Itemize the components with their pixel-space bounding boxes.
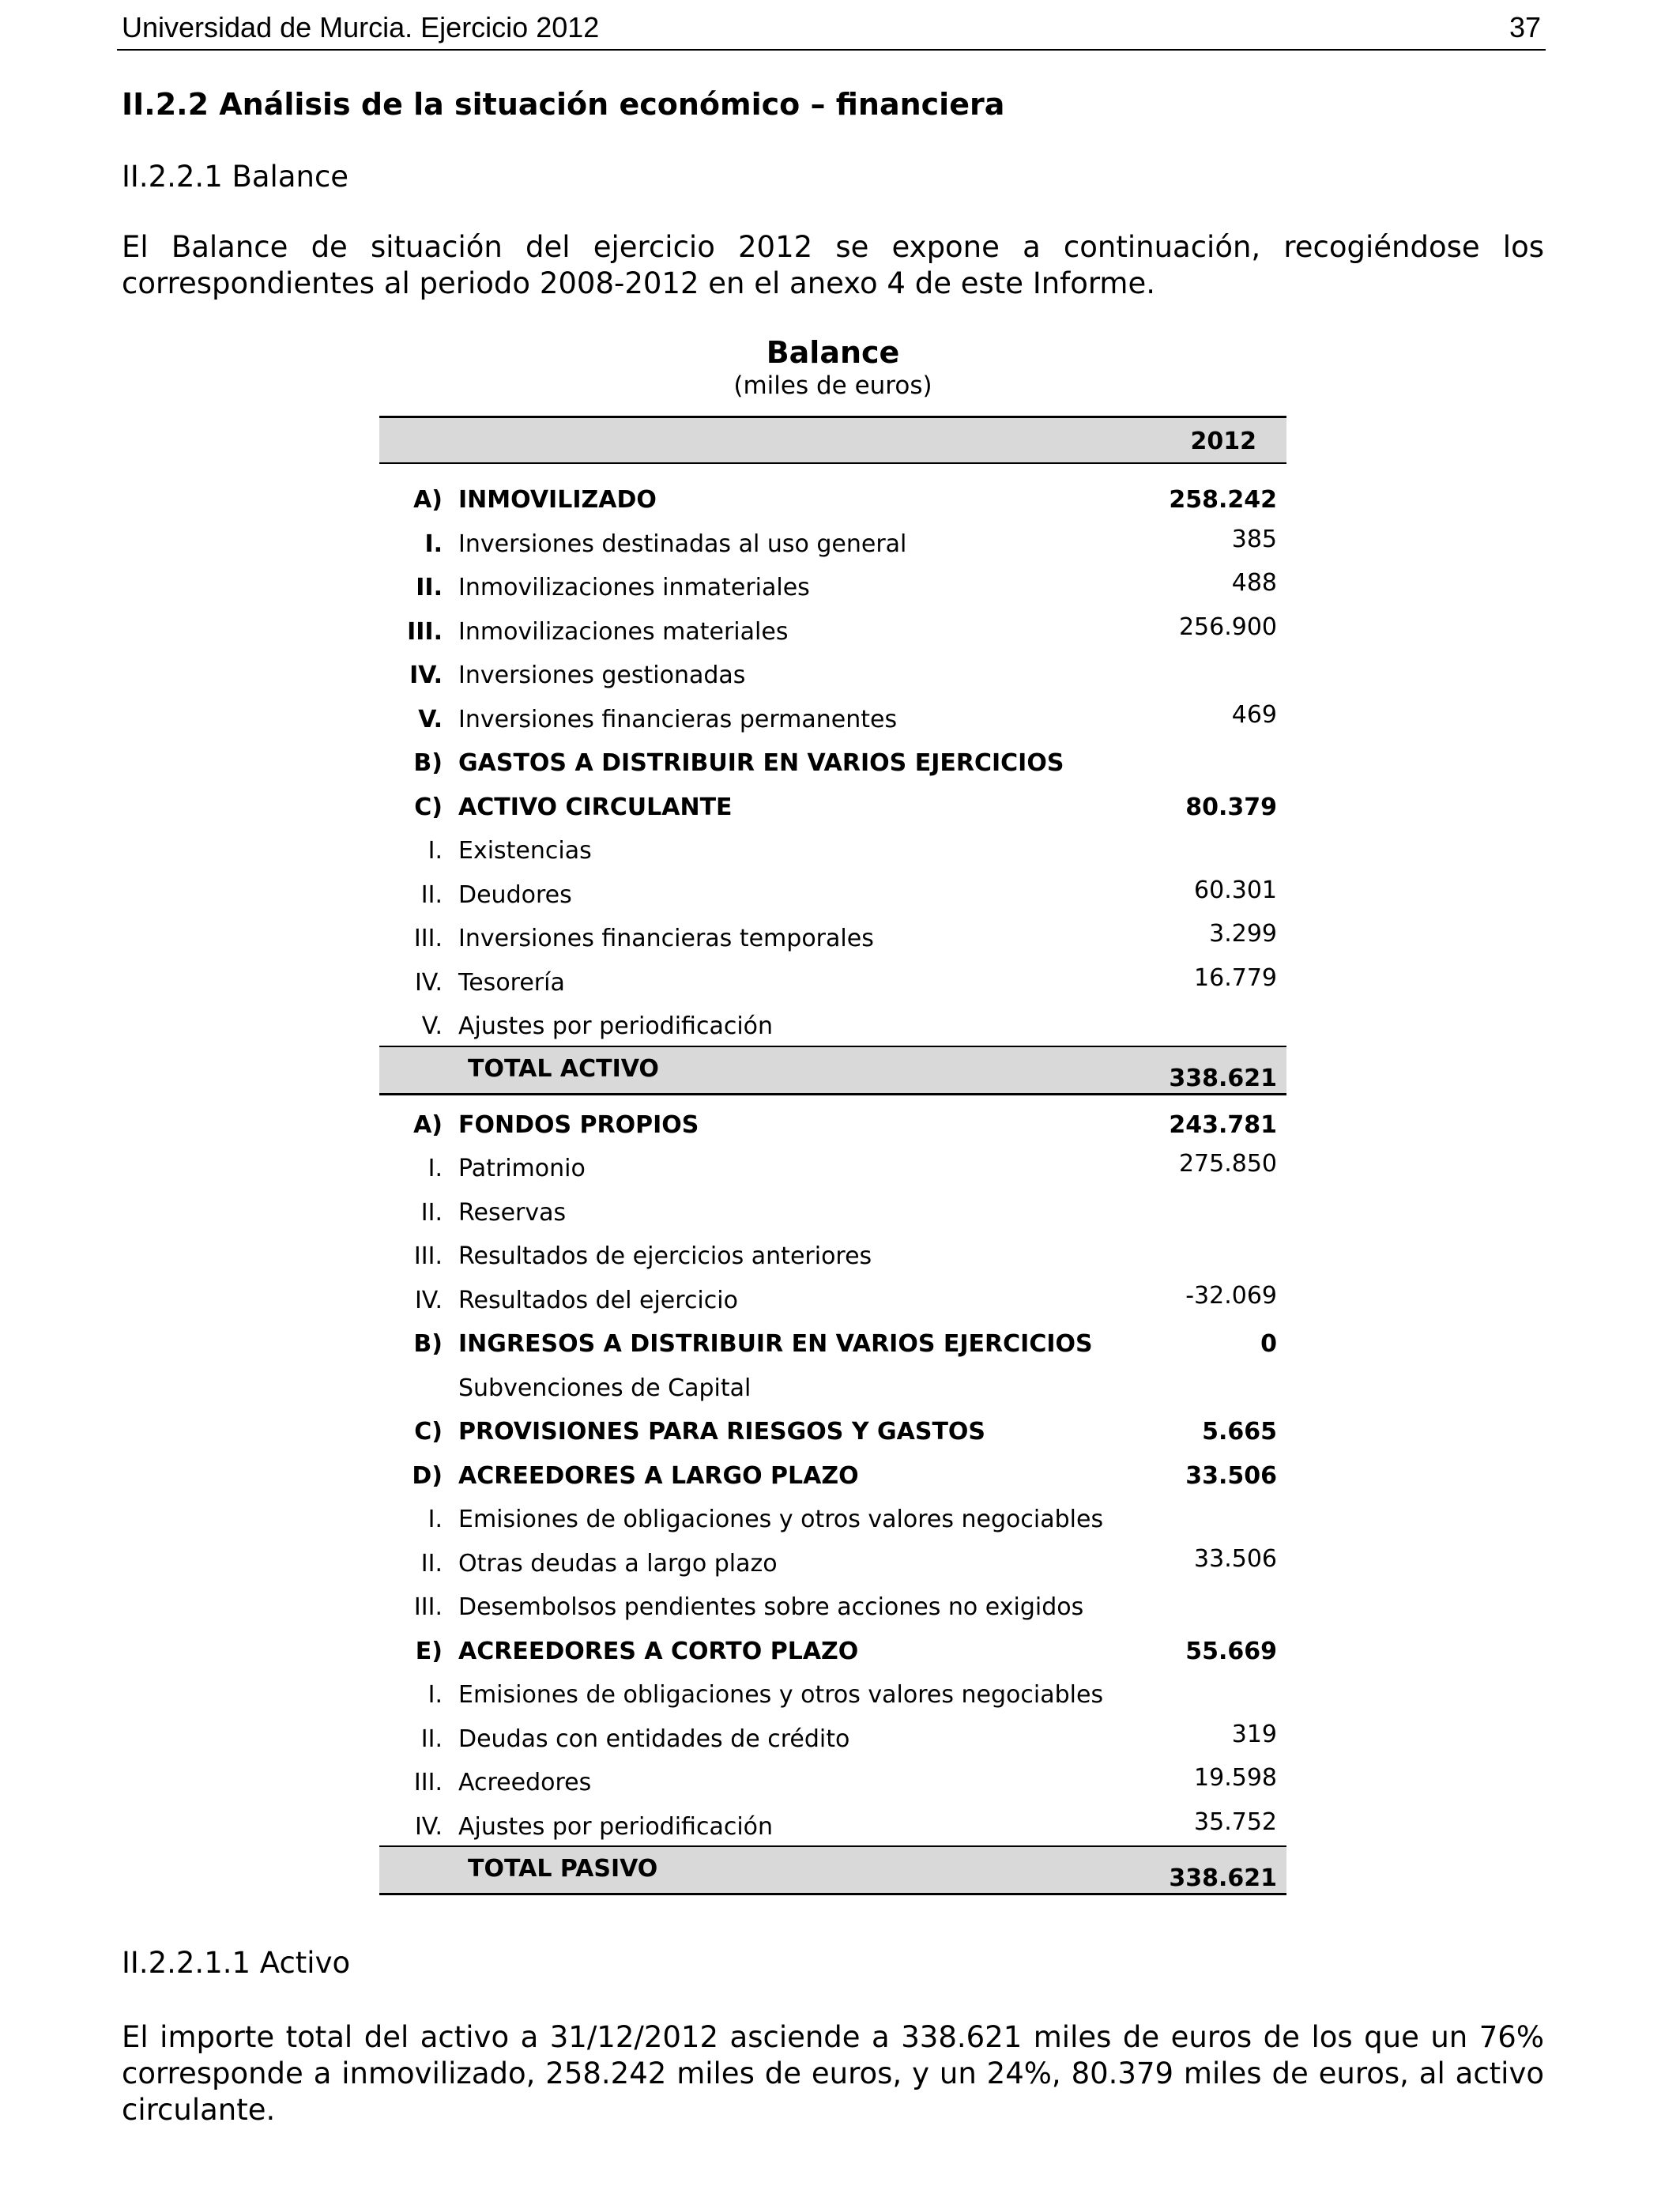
table-row (379, 1714, 1286, 1759)
row-label: PROVISIONES PARA RIESGOS Y GASTOS (458, 1418, 986, 1446)
row-number: II. (420, 1549, 443, 1578)
total-pasivo-label: TOTAL PASIVO (468, 1855, 658, 1883)
row-value: 80.379 (1185, 793, 1277, 821)
row-number: V. (421, 1012, 443, 1040)
row-value: 0 (1260, 1330, 1277, 1358)
table-row (379, 1100, 1286, 1144)
table-row (379, 1276, 1286, 1320)
row-value: 5.665 (1202, 1418, 1277, 1446)
row-number: II. (416, 574, 443, 601)
row-value: 33.506 (1185, 1461, 1277, 1490)
row-label: Resultados del ejercicio (458, 1286, 738, 1314)
row-label: Inmovilizaciones materiales (458, 617, 789, 646)
row-number: I. (428, 1506, 443, 1533)
table-row (379, 1407, 1286, 1451)
row-number: B) (413, 1330, 443, 1358)
total-activo-value: 338.621 (1169, 1064, 1277, 1092)
table-row (379, 1001, 1286, 1046)
row-number: III. (413, 1593, 443, 1621)
row-value: 16.779 (1194, 963, 1277, 992)
table-row (379, 1451, 1286, 1495)
row-label: Inmovilizaciones inmateriales (458, 574, 810, 601)
row-number: III. (407, 617, 443, 646)
row-value: 469 (1231, 700, 1277, 729)
row-value: 35.752 (1194, 1808, 1277, 1836)
row-number: II. (420, 1725, 443, 1753)
table-row (379, 1319, 1286, 1363)
table-row (379, 826, 1286, 870)
row-label: Inversiones destinadas al uso general (458, 530, 907, 558)
row-label: Desembolsos pendientes sobre acciones no exigidos (458, 1593, 1084, 1621)
row-number: B) (413, 749, 443, 777)
row-value: 385 (1231, 525, 1277, 553)
table-row (379, 519, 1286, 564)
row-value: 19.598 (1194, 1764, 1277, 1792)
row-value: 275.850 (1178, 1150, 1277, 1178)
row-label: Emisiones de obligaciones y otros valores negociables (458, 1681, 1104, 1709)
row-number: IV. (414, 968, 443, 997)
table-row (379, 1802, 1286, 1846)
row-number: I. (424, 530, 443, 558)
table-row (379, 870, 1286, 914)
table-row (379, 1144, 1286, 1188)
row-value: 256.900 (1178, 613, 1277, 641)
row-value: 488 (1231, 569, 1277, 597)
row-number: A) (413, 1110, 443, 1139)
row-label: Existencias (458, 837, 592, 865)
row-label: INMOVILIZADO (458, 486, 657, 514)
table-row (379, 1539, 1286, 1583)
table-row (379, 1627, 1286, 1671)
table-row (379, 475, 1286, 519)
row-number: A) (413, 486, 443, 514)
table-row (379, 958, 1286, 1002)
row-value: 319 (1231, 1720, 1277, 1748)
row-label: ACREEDORES A LARGO PLAZO (458, 1461, 859, 1490)
row-number: C) (414, 1418, 443, 1446)
row-label: Deudores (458, 880, 572, 909)
intro-paragraph: El Balance de situación del ejercicio 2012 se expone a continuación, recogiéndose los correspondientes al periodo 2008-2012 en el anexo 4 de este Informe. (122, 230, 1544, 300)
row-number: IV. (409, 662, 443, 689)
row-label: GASTOS A DISTRIBUIR EN VARIOS EJERCICIOS (458, 749, 1064, 777)
page-number: 37 (1509, 11, 1541, 43)
row-value: 60.301 (1194, 876, 1277, 904)
row-number: I. (428, 837, 443, 865)
row-label: Otras deudas a largo plazo (458, 1549, 778, 1578)
table-row (379, 650, 1286, 695)
page-header (117, 6, 1546, 51)
row-label: Emisiones de obligaciones y otros valores negociables (458, 1506, 1104, 1533)
header-title: Universidad de Murcia. Ejercicio 2012 (122, 11, 600, 43)
table-row (379, 782, 1286, 827)
table-row (379, 563, 1286, 607)
row-value: 258.242 (1169, 486, 1277, 514)
row-number: III. (413, 1769, 443, 1796)
row-label: FONDOS PROPIOS (458, 1110, 699, 1139)
row-label: Inversiones financieras permanentes (458, 705, 898, 733)
row-value: 3.299 (1209, 920, 1277, 948)
table-row (379, 607, 1286, 651)
row-number: I. (428, 1155, 443, 1182)
row-number: IV. (414, 1812, 443, 1841)
row-value: 243.781 (1169, 1110, 1277, 1139)
table-row (379, 1758, 1286, 1802)
table-row (379, 1670, 1286, 1714)
table-header (379, 416, 1286, 464)
table-row (379, 1363, 1286, 1408)
row-label: Subvenciones de Capital (458, 1374, 751, 1402)
row-label: Resultados de ejercicios anteriores (458, 1242, 872, 1270)
total-pasivo-row (379, 1845, 1286, 1895)
row-number: IV. (414, 1286, 443, 1314)
subsection2-title: II.2.2.1.1 Activo (122, 1946, 351, 1980)
row-number: D) (412, 1461, 443, 1490)
row-label: ACTIVO CIRCULANTE (458, 793, 733, 821)
row-number: I. (428, 1681, 443, 1709)
row-label: Tesorería (458, 968, 565, 997)
row-label: Patrimonio (458, 1155, 586, 1182)
row-label: ACREEDORES A CORTO PLAZO (458, 1637, 859, 1665)
table-row (379, 914, 1286, 958)
row-number: V. (418, 705, 443, 733)
row-label: Deudas con entidades de crédito (458, 1725, 850, 1753)
table-row (379, 1495, 1286, 1539)
table-row (379, 695, 1286, 739)
balance-table (379, 416, 1286, 1895)
pasivo-section (379, 1100, 1286, 1846)
row-number: E) (415, 1637, 443, 1665)
table-title: Balance (766, 335, 900, 370)
row-label: Ajustes por periodificación (458, 1012, 774, 1040)
total-activo-label: TOTAL ACTIVO (468, 1054, 659, 1083)
section-title: II.2.2 Análisis de la situación económico – financiera (122, 87, 1005, 122)
row-label: Inversiones gestionadas (458, 662, 746, 689)
table-row (379, 738, 1286, 782)
row-label: INGRESOS A DISTRIBUIR EN VARIOS EJERCICIOS (458, 1330, 1093, 1358)
table-row (379, 1231, 1286, 1276)
year-header: 2012 (1190, 428, 1256, 455)
row-number: C) (414, 793, 443, 821)
row-number: III. (413, 1242, 443, 1270)
total-activo-row (379, 1046, 1286, 1095)
table-subtitle: (miles de euros) (733, 371, 932, 400)
row-label: Ajustes por periodificación (458, 1812, 774, 1841)
row-value: 55.669 (1185, 1637, 1277, 1665)
row-label: Reservas (458, 1198, 567, 1227)
row-number: III. (413, 925, 443, 952)
row-label: Acreedores (458, 1769, 592, 1796)
table-row (379, 1188, 1286, 1232)
table-row (379, 1582, 1286, 1627)
activo-paragraph: El importe total del activo a 31/12/2012 asciende a 338.621 miles de euros de los que un 76% corresponde a inmovilizado, 258.242 miles de euros, y un 24%, 80.379 miles de euros, al activo circulante. (122, 2020, 1544, 2127)
row-value: -32.069 (1185, 1281, 1277, 1310)
row-label: Inversiones financieras temporales (458, 925, 874, 952)
total-pasivo-value: 338.621 (1169, 1864, 1277, 1892)
row-value: 33.506 (1194, 1544, 1277, 1573)
row-number: II. (420, 1198, 443, 1227)
activo-section (379, 475, 1286, 1046)
subsection-title: II.2.2.1 Balance (122, 160, 349, 194)
row-number: II. (420, 880, 443, 909)
